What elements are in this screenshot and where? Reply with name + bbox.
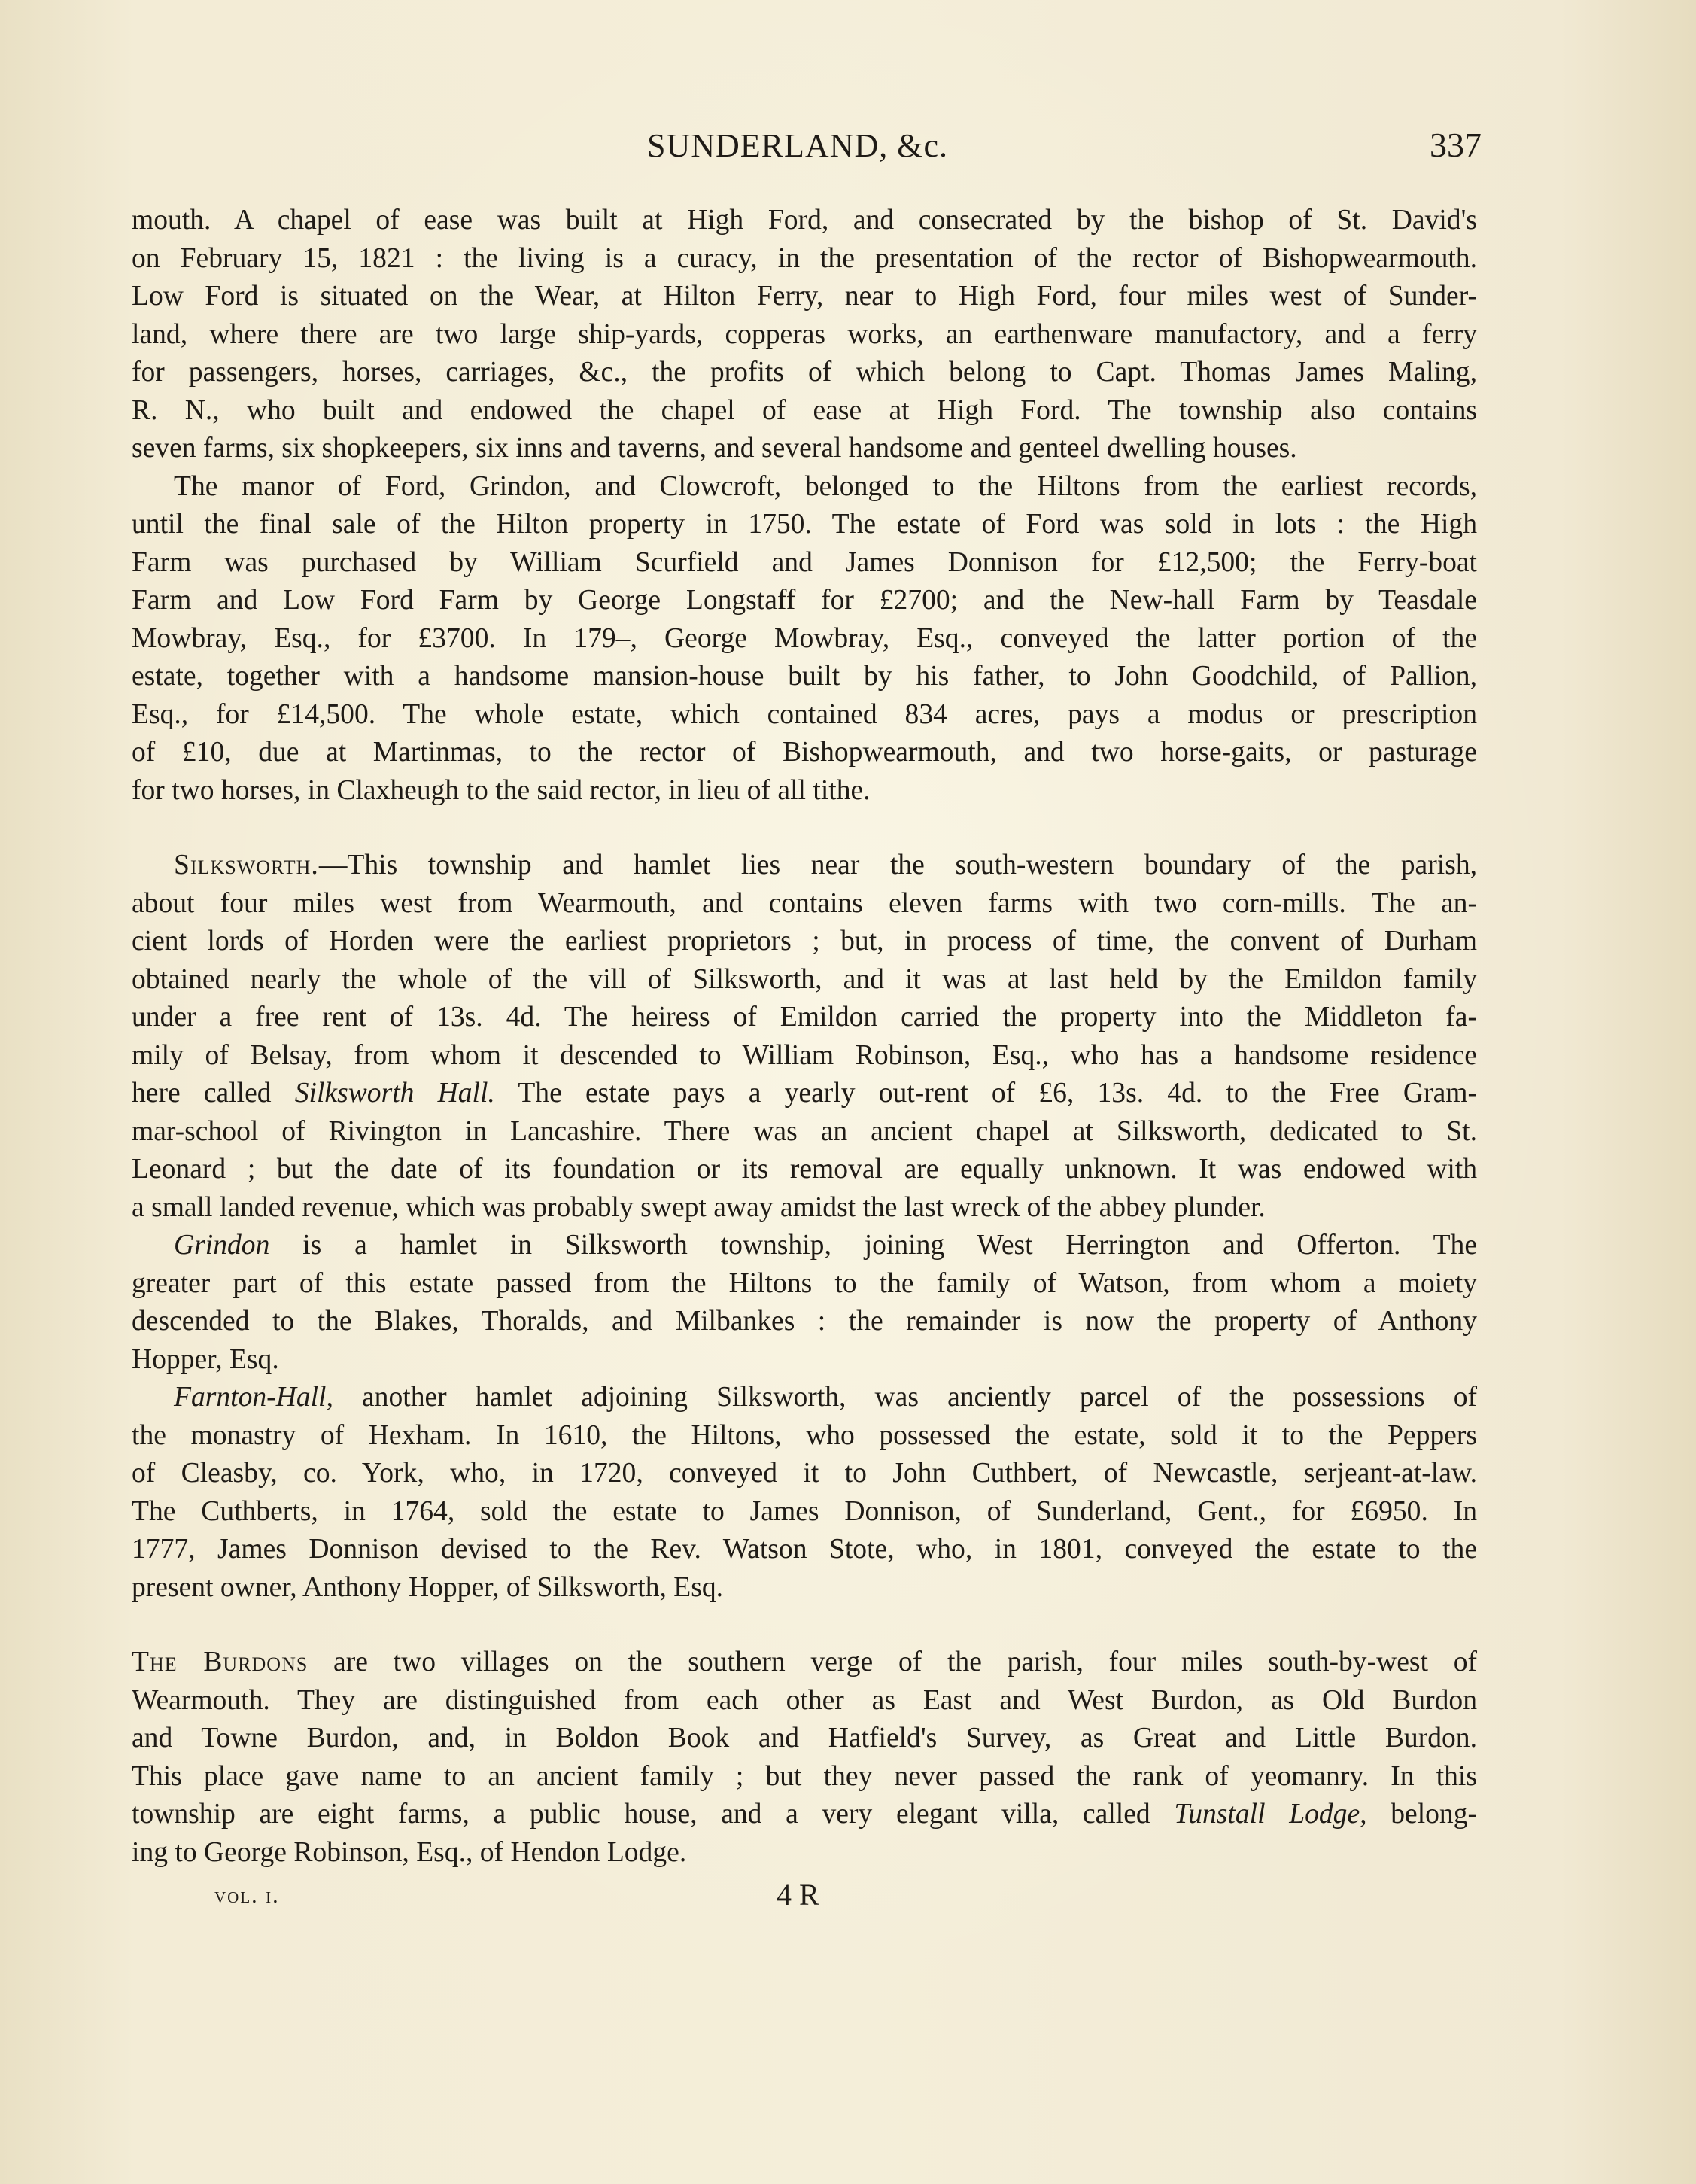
text-line: under a free rent of 13s. 4d. The heiress of Emildon carried the property into the Middleton fa-: [132, 1002, 1477, 1033]
text-line: Leonard ; but the date of its foundation or its removal are equally unknown. It was endowed with: [132, 1154, 1477, 1185]
text-line: obtained nearly the whole of the vill of Silksworth, and it was at last held by the Emildon family: [132, 963, 1477, 995]
text-line: seven farms, six shopkeepers, six inns and taverns, and several handsome and genteel dwelling houses.: [132, 433, 1297, 464]
text-line: mar-school of Rivington in Lancashire. There was an ancient chapel at Silksworth, dedicated to St.: [132, 1115, 1477, 1147]
text-line: present owner, Anthony Hopper, of Silksworth, Esq.: [132, 1571, 724, 1603]
text-line: land, where there are two large ship-yards, copperas works, an earthenware manufactory, and a ferry: [132, 318, 1477, 350]
volume-mark: vol. i.: [214, 1883, 280, 1908]
text-line: [132, 1379, 1477, 1417]
text-run: another hamlet adjoining Silksworth, was anciently parcel of the possessions of: [333, 1382, 1477, 1413]
text-line: mily of Belsay, from whom it descended to William Robinson, Esq., who has a handsome residence: [132, 1039, 1477, 1071]
section-break: [132, 1607, 1477, 1644]
text-line: cient lords of Horden were the earliest proprietors ; but, in process of time, the convent of Durham: [132, 926, 1477, 957]
text-line: Wearmouth. They are distinguished from each other as East and West Burdon, as Old Burdon: [132, 1684, 1477, 1716]
text-line: [132, 847, 1477, 885]
text-line: [132, 1227, 1477, 1265]
place-name-grindon: Grindon: [174, 1230, 270, 1261]
text-line: the monastry of Hexham. In 1610, the Hiltons, who possessed the estate, sold it to the Peppers: [132, 1419, 1477, 1451]
text-line: ing to George Robinson, Esq., of Hendon Lodge.: [132, 1836, 687, 1868]
text-run: township are eight farms, a public house, and a very elegant villa, called: [132, 1799, 1175, 1830]
text-line: on February 15, 1821 : the living is a curacy, in the presentation of the rector of Bishopwearmouth.: [132, 242, 1477, 274]
text-line: 1777, James Donnison devised to the Rev. Watson Stote, who, in 1801, conveyed the estate to the: [132, 1534, 1477, 1565]
text-line: [132, 1796, 1477, 1834]
text-line: of £10, due at Martinmas, to the rector of Bishopwearmouth, and two horse-gaits, or pasturage: [132, 737, 1477, 768]
text-line: about four miles west from Wearmouth, and contains eleven farms with two corn-mills. The an-: [132, 887, 1477, 919]
text-run: —This township and hamlet lies near the south-western boundary of the parish,: [318, 850, 1477, 881]
text-line: Esq., for £14,500. The whole estate, which contained 834 acres, pays a modus or prescription: [132, 698, 1477, 730]
text-run: The estate pays a yearly out-rent of £6, 13s. 4d. to the Free Gram-: [494, 1078, 1477, 1109]
text-line: [132, 1644, 1477, 1682]
place-name-farnton-hall: Farnton-Hall,: [174, 1382, 333, 1413]
text-line: Farm and Low Ford Farm by George Longstaff for £2700; and the New-hall Farm by Teasdale: [132, 585, 1477, 616]
text-line: of Cleasby, co. York, who, in 1720, conveyed it to John Cuthbert, of Newcastle, serjeant-at-law.: [132, 1458, 1477, 1489]
place-name-tunstall-lodge: Tunstall Lodge,: [1174, 1799, 1367, 1830]
text-line: [132, 1075, 1477, 1113]
text-run: here called: [132, 1078, 295, 1109]
text-line: descended to the Blakes, Thoralds, and Milbankes : the remainder is now the property of Anthony: [132, 1306, 1477, 1337]
page-number: 337: [1430, 126, 1482, 164]
text-line: mouth. A chapel of ease was built at High Ford, and consecrated by the bishop of St. David's: [132, 205, 1477, 236]
text-line: Farm was purchased by William Scurfield and James Donnison for £12,500; the Ferry-boat: [132, 546, 1477, 578]
text-line: Low Ford is situated on the Wear, at Hilton Ferry, near to High Ford, four miles west of Sunder-: [132, 281, 1477, 312]
section-heading-burdons: The Burdons: [132, 1647, 309, 1678]
place-name-silksworth-hall: Silksworth Hall.: [294, 1078, 495, 1109]
text-line: estate, together with a handsome mansion-house built by his father, to John Goodchild, of Pallion,: [132, 661, 1477, 692]
text-run: is a hamlet in Silksworth township, joining West Herrington and Offerton. The: [269, 1230, 1477, 1261]
signature-mark: 4 R: [777, 1878, 819, 1912]
running-title: SUNDERLAND, &c.: [647, 127, 948, 164]
text-run: are two villages on the southern verge of the parish, four miles south-by-west of: [308, 1647, 1478, 1678]
section-heading-silksworth: Silksworth.: [174, 850, 319, 881]
text-line: The Cuthberts, in 1764, sold the estate to James Donnison, of Sunderland, Gent., for £6950. In: [132, 1495, 1477, 1527]
text-line: for two horses, in Claxheugh to the said rector, in lieu of all tithe.: [132, 774, 871, 806]
text-line: and Towne Burdon, and, in Boldon Book and Hatfield's Survey, as Great and Little Burdon.: [132, 1723, 1477, 1754]
text-line: a small landed revenue, which was probably swept away amidst the last wreck of the abbey plunder.: [132, 1191, 1266, 1223]
text-line: Mowbray, Esq., for £3700. In 179–, George Mowbray, Esq., conveyed the latter portion of the: [132, 622, 1477, 654]
body-text: [132, 202, 1477, 1872]
section-break: [132, 810, 1477, 847]
text-line: greater part of this estate passed from the Hiltons to the family of Watson, from whom a moiety: [132, 1267, 1477, 1299]
text-line: for passengers, horses, carriages, &c., the profits of which belong to Capt. Thomas James Maling,: [132, 357, 1477, 388]
text-line: Hopper, Esq.: [132, 1343, 279, 1375]
text-line: The manor of Ford, Grindon, and Clowcroft, belonged to the Hiltons from the earliest records,: [174, 470, 1477, 502]
text-line: This place gave name to an ancient family ; but they never passed the rank of yeomanry. In this: [132, 1760, 1477, 1792]
text-line: R. N., who built and endowed the chapel of ease at High Ford. The township also contains: [132, 394, 1477, 426]
text-line: until the final sale of the Hilton property in 1750. The estate of Ford was sold in lots : the High: [132, 509, 1477, 540]
text-run: belong-: [1366, 1799, 1478, 1830]
